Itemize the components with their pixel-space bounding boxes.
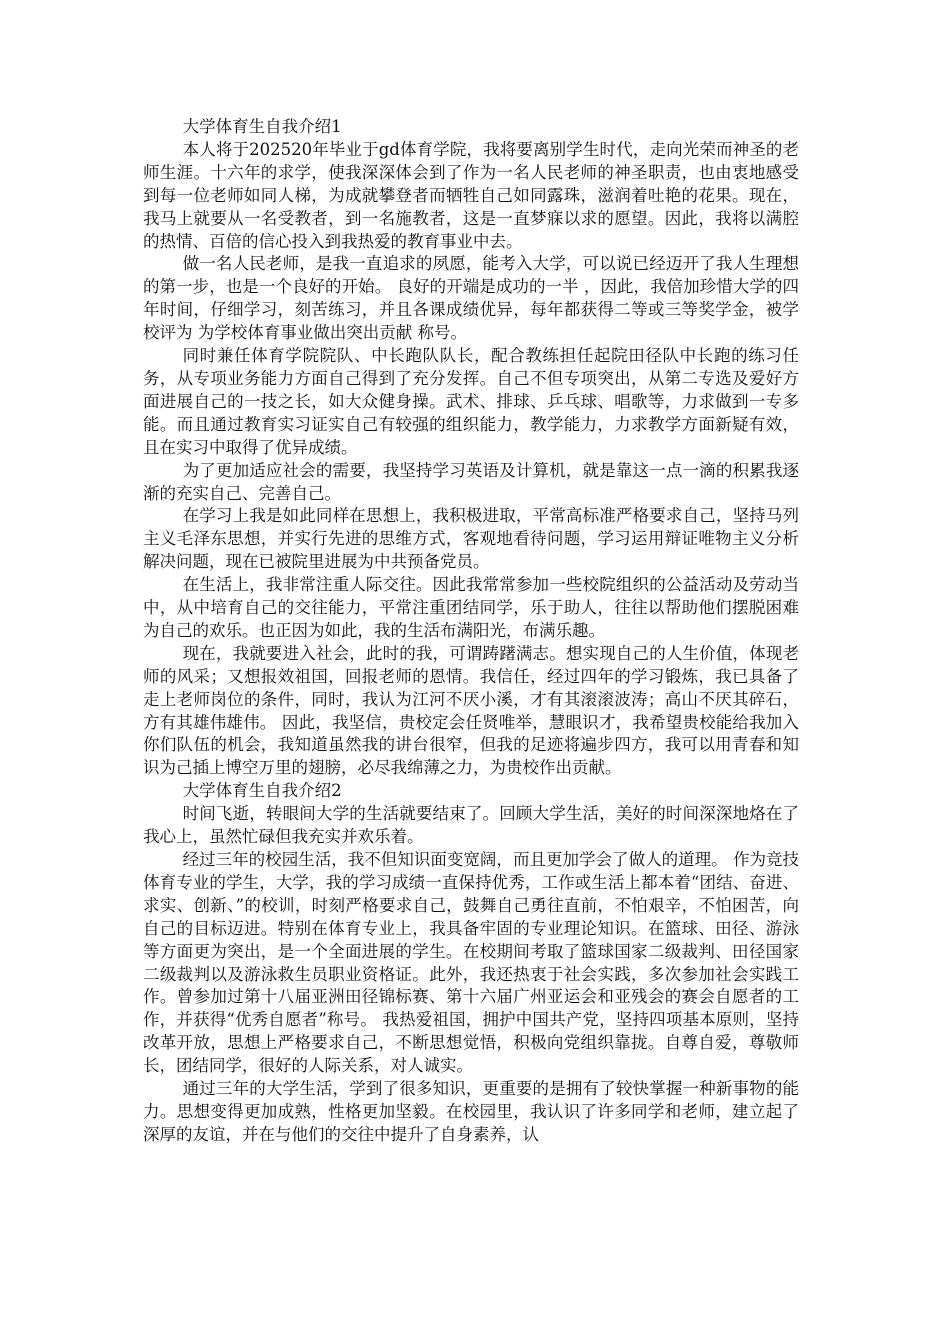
paragraph: 为了更加适应社会的需要，我坚持学习英语及计算机，就是靠这一点一滴的积累我逐渐的充实自己、完善自己。: [143, 460, 799, 503]
paragraph: 在生活上，我非常注重人际交往。因此我常常参加一些校院组织的公益活动及劳动当中，从中培育自己的交往能力，平常注重团结同学，乐于助人，往往以帮助他们摆脱困难为自己的欢乐。也正因为如此，我的生活布满阳光，布满乐趣。: [143, 575, 799, 640]
section-title: 大学体育生自我介绍2: [182, 781, 342, 801]
paragraph: 时间飞逝，转眼间大学的生活就要结束了。回顾大学生活，美好的时间深深地烙在了我心上，虽然忙碌但我充实并欢乐着。: [143, 804, 799, 847]
paragraph: 本人将于202520年毕业于gd体育学院，我将要离别学生时代，走向光荣而神圣的老师生涯。十六年的求学，使我深深体会到了作为一名人民老师的神圣职责，也由衷地感受到每一位老师如同人梯，为成就攀登者而牺牲自己如同露珠，滋润着吐艳的花果。现在，我马上就要从一名受教者，到一名施教者，这是一直梦寐以求的愿望。因此，我将以满腔的热情、百倍的信心投入到我热爱的教育事业中去。: [143, 139, 799, 251]
paragraph: 通过三年的大学生活，学到了很多知识，更重要的是拥有了较快掌握一种新事物的能力。思想变得更加成熟，性格更加坚毅。在校园里，我认识了许多同学和老师，建立起了深厚的友谊，并在与他们的交往中提升了自身素养，认: [143, 1079, 799, 1144]
document-body: [143, 116, 799, 1147]
paragraph: 做一名人民老师，是我一直追求的夙愿，能考入大学，可以说已经迈开了我人生理想的第一步，也是一个良好的开始。 良好的开端是成功的一半 ，因此，我倍加珍惜大学的四年时间，仔细学习，刻苦练习，并且各课成绩优异，每年都获得二等或三等奖学金，被学校评为 为学校体育事业做出突出贡献 称号。: [143, 254, 799, 343]
paragraph: 现在，我就要进入社会，此时的我，可谓踌躇满志。想实现自己的人生价值，体现老师的风采；又想报效祖国，回报老师的恩情。我信任，经过四年的学习锻炼，我已具备了走上老师岗位的条件，同时，我认为江河不厌小溪，才有其滚滚波涛；高山不厌其碎石，方有其雄伟雄伟。 因此，我坚信，贵校定会任贤唯举，慧眼识才，我希望贵校能给我加入你们队伍的机会，我知道虽然我的讲台很窄，但我的足迹将遍步四方，我可以用青春和知识为己插上博空万里的翅膀，必尽我绵薄之力，为贵校作出贡献。: [143, 643, 799, 778]
section-title: 大学体育生自我介绍1: [182, 117, 342, 136]
paragraph: 经过三年的校园生活，我不但知识面变宽阔，而且更加学会了做人的道理。 作为竞技体育专业的学生，大学，我的学习成绩一直保持优秀，工作或生活上都本着“团结、奋进、求实、创新、”的校训，时刻严格要求自己，鼓舞自己勇往直前，不怕艰辛，不怕困苦，向自己的目标迈进。特别在体育专业上，我具备牢固的专业理论知识。在篮球、田径、游泳等方面更为突出，是一个全面进展的学生。在校期间考取了篮球国家二级裁判、田径国家二级裁判以及游泳救生员职业资格证。此外，我还热衷于社会实践，多次参加社会实践工作。曾参加过第十八届亚洲田径锦标赛、第十六届广州亚运会和亚残会的赛会自愿者的工作，并获得“优秀自愿者”称号。 我热爱祖国，拥护中国共产党，坚持四项基本原则，坚持改革开放，思想上严格要求自己，不断思想觉悟，积极向党组织靠拢。自尊自爱，尊敬师长，团结同学，很好的人际关系，对人诚实。: [143, 850, 799, 1076]
paragraph: 同时兼任体育学院院队、中长跑队队长，配合教练担任起院田径队中长跑的练习任务，从专项业务能力方面自己得到了充分发挥。自己不但专项突出，从第二专选及爱好方面进展自己的一技之长，如大众健身操。武术、排球、乒乓球、唱歌等，力求做到一专多能。而且通过教育实习证实自己有较强的组织能力，教学能力，力求教学方面新疑有效，且在实习中取得了优异成绩。: [143, 346, 799, 457]
paragraph: 在学习上我是如此同样在思想上，我积极进取，平常高标准严格要求自己，坚持马列主义毛泽东思想，并实行先进的思维方式，客观地看待问题，学习运用辩证唯物主义分析解决问题，现在已被院里进展为中共预备党员。: [143, 506, 799, 572]
